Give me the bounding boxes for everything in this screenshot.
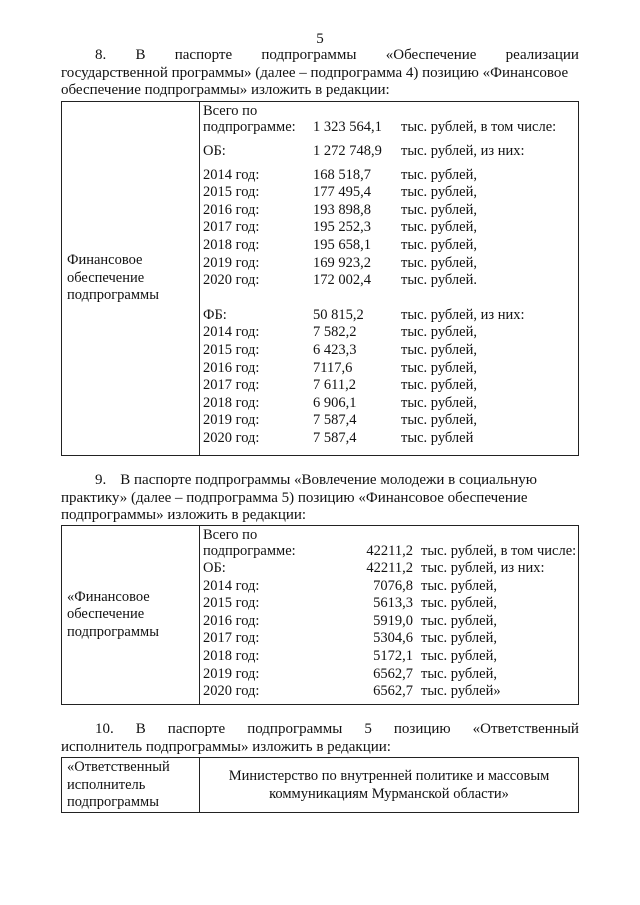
table-row xyxy=(200,342,578,360)
row-value: 7117,6 xyxy=(313,359,353,376)
table-values-cell xyxy=(200,102,579,456)
row-value: 7076,8 xyxy=(373,577,413,594)
row-value: 195 658,1 xyxy=(313,236,371,253)
row-label: 2020 год: xyxy=(203,272,260,289)
table-label-cell xyxy=(62,102,200,456)
row-unit: тыс. рублей, в том числе: xyxy=(401,119,557,135)
word: позицию xyxy=(393,721,451,737)
row-unit: тыс. рублей, xyxy=(421,577,497,594)
responsible-executor-cell xyxy=(200,758,579,813)
row-label: 2020 год: xyxy=(203,429,260,446)
table-row xyxy=(200,360,578,378)
table-row xyxy=(200,143,578,161)
row-unit: тыс. рублей, xyxy=(401,166,477,183)
table-row xyxy=(200,526,578,560)
row-value: 5172,1 xyxy=(373,647,413,664)
table-label-cell xyxy=(62,526,200,705)
word: подпрограммы xyxy=(247,721,343,737)
row-unit: тыс. рублей, из них: xyxy=(401,143,525,159)
row-value: 195 252,3 xyxy=(313,219,371,236)
row-label: 2019 год: xyxy=(203,412,260,429)
row-value: 1 272 748,9 xyxy=(313,143,382,159)
executor-line: Министерство по внутренней политике и массовым xyxy=(228,767,550,784)
row-unit: тыс. рублей, из них: xyxy=(401,306,525,323)
row-unit: тыс. рублей, в том числе: xyxy=(421,543,577,559)
row-unit: тыс. рублей, xyxy=(401,324,477,341)
table-row xyxy=(200,202,578,220)
row-label: 2017 год: xyxy=(203,219,260,236)
row-unit: тыс. рублей, xyxy=(401,377,477,394)
table-row xyxy=(200,102,578,136)
row-value: 7 587,4 xyxy=(313,412,357,429)
row-label xyxy=(200,526,343,559)
section-8-table xyxy=(61,101,579,456)
row-value: 193 898,8 xyxy=(313,201,371,218)
table-row xyxy=(200,237,578,255)
row-value: 6562,7 xyxy=(373,683,413,700)
row-label: ОБ: xyxy=(203,143,226,159)
row-unit: тыс. рублей, xyxy=(401,394,477,411)
row-value: 177 495,4 xyxy=(313,184,371,201)
executor-line: коммуникациям Мурманской области» xyxy=(269,785,509,802)
table-row xyxy=(200,578,578,596)
row-unit: тыс. рублей. xyxy=(401,272,477,289)
row-unit: тыс. рублей, xyxy=(401,341,477,358)
table-row xyxy=(200,560,578,578)
section-9-line-1: В паспорте подпрограммы «Вовлечение молодежи в социальную xyxy=(120,472,538,488)
label-line: подпрограммы xyxy=(67,623,159,640)
row-label: ОБ: xyxy=(203,560,226,576)
section-8-line-3: обеспечение подпрограммы» изложить в редакции: xyxy=(61,82,390,98)
row-value: 6 906,1 xyxy=(313,394,357,411)
word: паспорте xyxy=(174,47,233,63)
section-10-number: 10. xyxy=(95,721,114,737)
row-value: 42211,2 xyxy=(366,560,413,576)
row-gap xyxy=(200,136,578,143)
word: паспорте xyxy=(167,721,226,737)
row-unit: тыс. рублей, xyxy=(401,359,477,376)
row-unit: тыс. рублей, xyxy=(401,412,477,429)
row-unit: тыс. рублей, xyxy=(421,595,497,612)
row-label: ФБ: xyxy=(203,306,227,323)
table-row xyxy=(200,430,578,448)
row-value: 169 923,2 xyxy=(313,254,371,271)
row-value: 172 002,4 xyxy=(313,272,371,289)
label-line: обеспечение xyxy=(67,269,145,286)
row-unit: тыс. рублей» xyxy=(421,683,501,700)
label-line: «Финансовое xyxy=(67,588,150,605)
table-row xyxy=(200,167,578,185)
section-8-line-2: государственной программы» (далее – подпрограмма 4) позицию «Финансовое xyxy=(61,64,569,81)
section-8-number: 8. xyxy=(95,47,107,63)
row-unit: тыс. рублей, xyxy=(401,236,477,253)
table-row xyxy=(200,324,578,342)
table-row xyxy=(200,666,578,684)
row-value: 5613,3 xyxy=(373,595,413,612)
label-line: Финансовое xyxy=(67,252,143,269)
row-unit: тыс. рублей, xyxy=(401,184,477,201)
section-8-line-1 xyxy=(61,47,579,65)
word: В xyxy=(135,721,146,737)
row-label: 2016 год: xyxy=(203,201,260,218)
row-unit: тыс. рублей, xyxy=(421,630,497,647)
row-value: 5304,6 xyxy=(373,630,413,647)
row-label: 2014 год: xyxy=(203,324,260,341)
row-unit: тыс. рублей, xyxy=(401,254,477,271)
row-label: 2016 год: xyxy=(203,612,260,629)
value-rows xyxy=(200,526,578,701)
row-label: 2018 год: xyxy=(203,236,260,253)
section-9-line-3: подпрограммы» изложить в редакции: xyxy=(61,507,307,523)
row-label: 2017 год: xyxy=(203,377,260,394)
row-label: 2018 год: xyxy=(203,394,260,411)
word: подпрограммы xyxy=(261,47,357,63)
table-row xyxy=(200,412,578,430)
label-line: обеспечение xyxy=(67,606,145,623)
section-9-line-2: практику» (далее – подпрограмма 5) позицию «Финансовое обеспечение xyxy=(61,489,528,506)
row-gap xyxy=(200,290,578,307)
row-unit: тыс. рублей, xyxy=(401,219,477,236)
page-number: 5 xyxy=(316,31,324,47)
section-10-line-1 xyxy=(61,721,579,739)
table-row xyxy=(200,272,578,290)
section-10-line-2: исполнитель подпрограммы» изложить в редакции: xyxy=(61,738,391,755)
row-label xyxy=(200,102,313,135)
row-unit: тыс. рублей, xyxy=(401,201,477,218)
label-line: подпрограммы xyxy=(67,287,159,304)
row-value: 50 815,2 xyxy=(313,306,364,323)
row-value: 7 587,4 xyxy=(313,429,357,446)
row-label: 2015 год: xyxy=(203,184,260,201)
row-label: 2020 год: xyxy=(203,683,260,700)
table-row xyxy=(200,307,578,325)
table-values-cell xyxy=(200,526,579,705)
row-label: 2014 год: xyxy=(203,166,260,183)
table-row xyxy=(200,648,578,666)
row-label-line: подпрограмме: xyxy=(203,543,296,559)
row-label: 2017 год: xyxy=(203,630,260,647)
section-10-table xyxy=(61,757,579,813)
label-line: исполнитель xyxy=(67,776,146,793)
row-value: 42211,2 xyxy=(366,543,413,559)
row-unit: тыс. рублей xyxy=(401,429,474,446)
row-unit: тыс. рублей, xyxy=(421,647,497,664)
row-value: 168 518,7 xyxy=(313,166,371,183)
table-row xyxy=(200,219,578,237)
word: 5 xyxy=(364,721,372,737)
table-row xyxy=(200,613,578,631)
table-row xyxy=(200,683,578,701)
row-label-line: Всего по xyxy=(203,527,258,543)
row-label: 2014 год: xyxy=(203,577,260,594)
row-value: 5919,0 xyxy=(373,612,413,629)
section-10-text xyxy=(61,721,579,756)
word: реализации xyxy=(505,47,579,63)
row-value: 1 323 564,1 xyxy=(313,119,382,135)
row-label: 2019 год: xyxy=(203,254,260,271)
table-row xyxy=(200,377,578,395)
label-line: «Ответственный xyxy=(67,759,170,775)
row-value: 6562,7 xyxy=(373,665,413,682)
value-rows xyxy=(200,102,578,448)
label-line: подпрограммы xyxy=(67,794,159,810)
row-unit: тыс. рублей, xyxy=(421,665,497,682)
section-9-text xyxy=(61,472,579,525)
row-label: 2018 год: xyxy=(203,647,260,664)
row-label-line: Всего по xyxy=(203,103,258,119)
row-unit: тыс. рублей, xyxy=(421,612,497,629)
row-label: 2016 год: xyxy=(203,359,260,376)
table-row xyxy=(200,255,578,273)
row-value: 6 423,3 xyxy=(313,341,357,358)
row-unit: тыс. рублей, из них: xyxy=(421,560,545,576)
word: В xyxy=(135,47,146,63)
table-row xyxy=(200,595,578,613)
word: «Обеспечение xyxy=(385,47,477,63)
table-label-cell xyxy=(62,758,200,813)
table-row xyxy=(200,184,578,202)
table-row xyxy=(200,630,578,648)
table-row xyxy=(200,395,578,413)
section-9-table xyxy=(61,525,579,705)
row-value: 7 582,2 xyxy=(313,324,357,341)
row-label: 2015 год: xyxy=(203,595,260,612)
section-8-text xyxy=(61,47,579,100)
row-label: 2019 год: xyxy=(203,665,260,682)
row-label: 2015 год: xyxy=(203,341,260,358)
section-9-number: 9. xyxy=(95,472,107,488)
row-value: 7 611,2 xyxy=(313,377,356,394)
word: «Ответственный xyxy=(472,721,579,737)
row-label-line: подпрограмме: xyxy=(203,119,296,135)
